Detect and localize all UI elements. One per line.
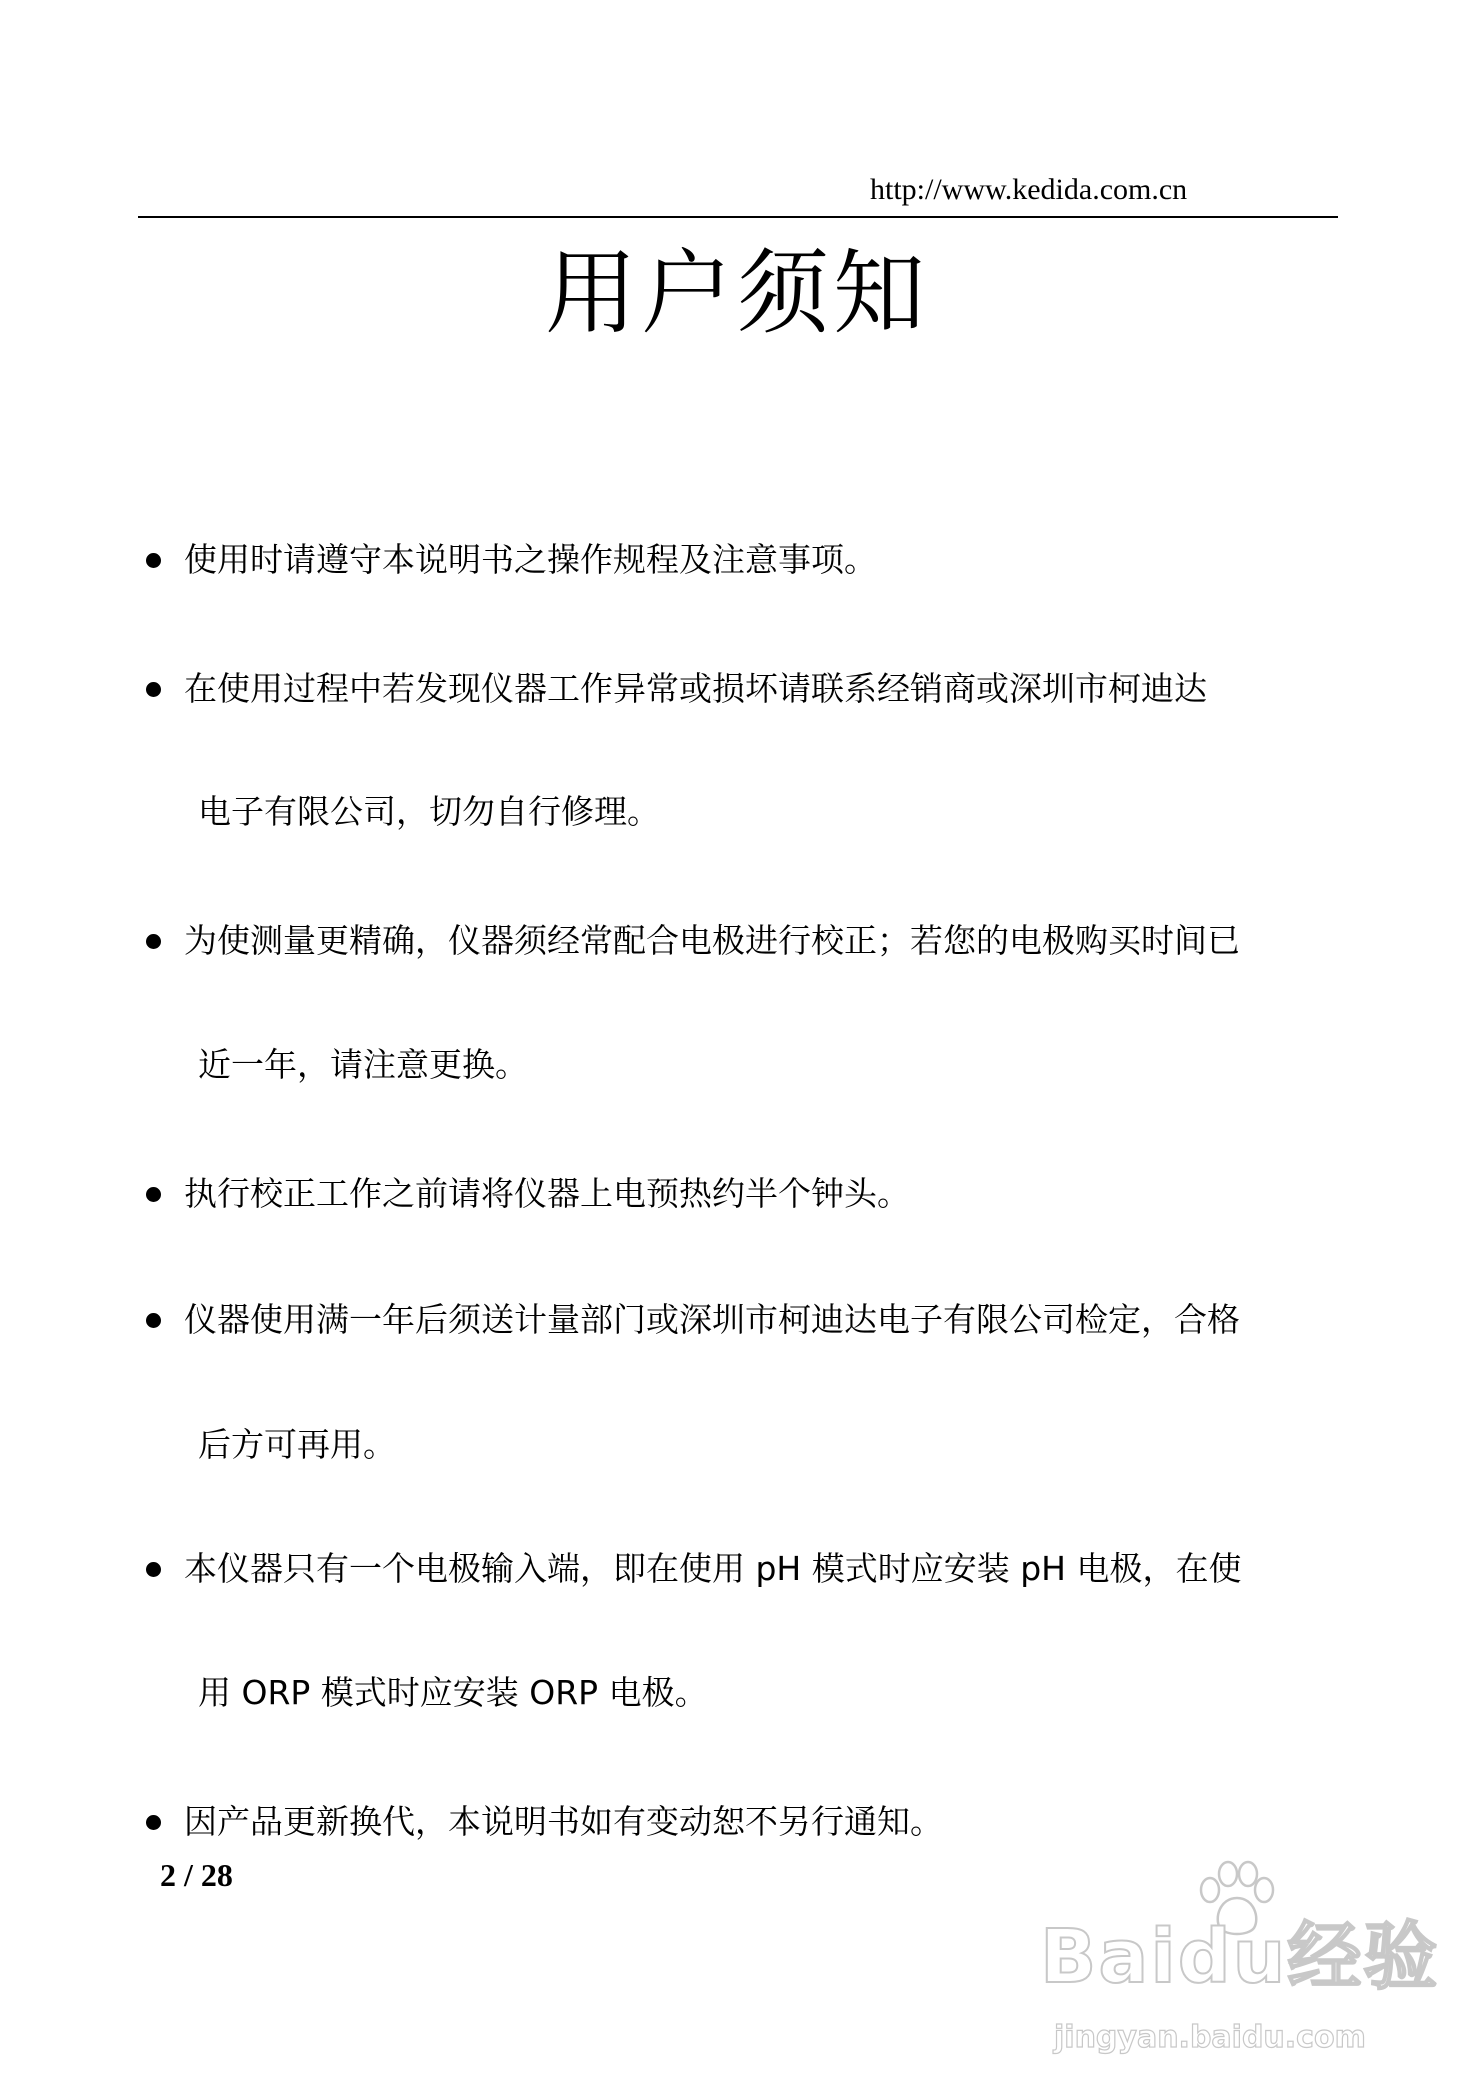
header-divider (138, 216, 1338, 218)
notice-line: 电子有限公司，切勿自行修理。 (198, 792, 660, 831)
watermark-brand: Baidu经验 (1040, 1914, 1440, 2000)
header-url: http://www.kedida.com.cn (870, 173, 1188, 206)
bullet-icon (146, 1187, 161, 1202)
bullet-icon (146, 1815, 161, 1830)
notice-line: 使用时请遵守本说明书之操作规程及注意事项。 (184, 540, 877, 579)
page-number: 2 / 28 (160, 1857, 233, 1893)
bullet-icon (146, 553, 161, 568)
bullet-icon (146, 1313, 161, 1328)
notice-line: 为使测量更精确，仪器须经常配合电极进行校正；若您的电极购买时间已 (184, 921, 1240, 960)
notice-line: 执行校正工作之前请将仪器上电预热约半个钟头。 (184, 1174, 910, 1213)
bullet-icon (146, 682, 161, 697)
notice-line: 近一年，请注意更换。 (198, 1045, 528, 1084)
bullet-icon (146, 934, 161, 949)
baidu-watermark (1040, 1860, 1440, 2080)
watermark-site: jingyan.baidu.com (1054, 2020, 1366, 2055)
notice-line: 因产品更新换代，本说明书如有变动恕不另行通知。 (184, 1802, 943, 1841)
bullet-icon (146, 1562, 161, 1577)
notice-line: 本仪器只有一个电极输入端，即在使用 pH 模式时应安装 pH 电极，在使 (184, 1549, 1242, 1588)
notice-line: 在使用过程中若发现仪器工作异常或损坏请联系经销商或深圳市柯迪达 (184, 669, 1207, 708)
page-title: 用户须知 (544, 240, 929, 347)
notice-line: 仪器使用满一年后须送计量部门或深圳市柯迪达电子有限公司检定，合格 (184, 1300, 1240, 1339)
notice-line: 用 ORP 模式时应安装 ORP 电极。 (198, 1673, 708, 1712)
notice-line: 后方可再用。 (198, 1425, 396, 1464)
